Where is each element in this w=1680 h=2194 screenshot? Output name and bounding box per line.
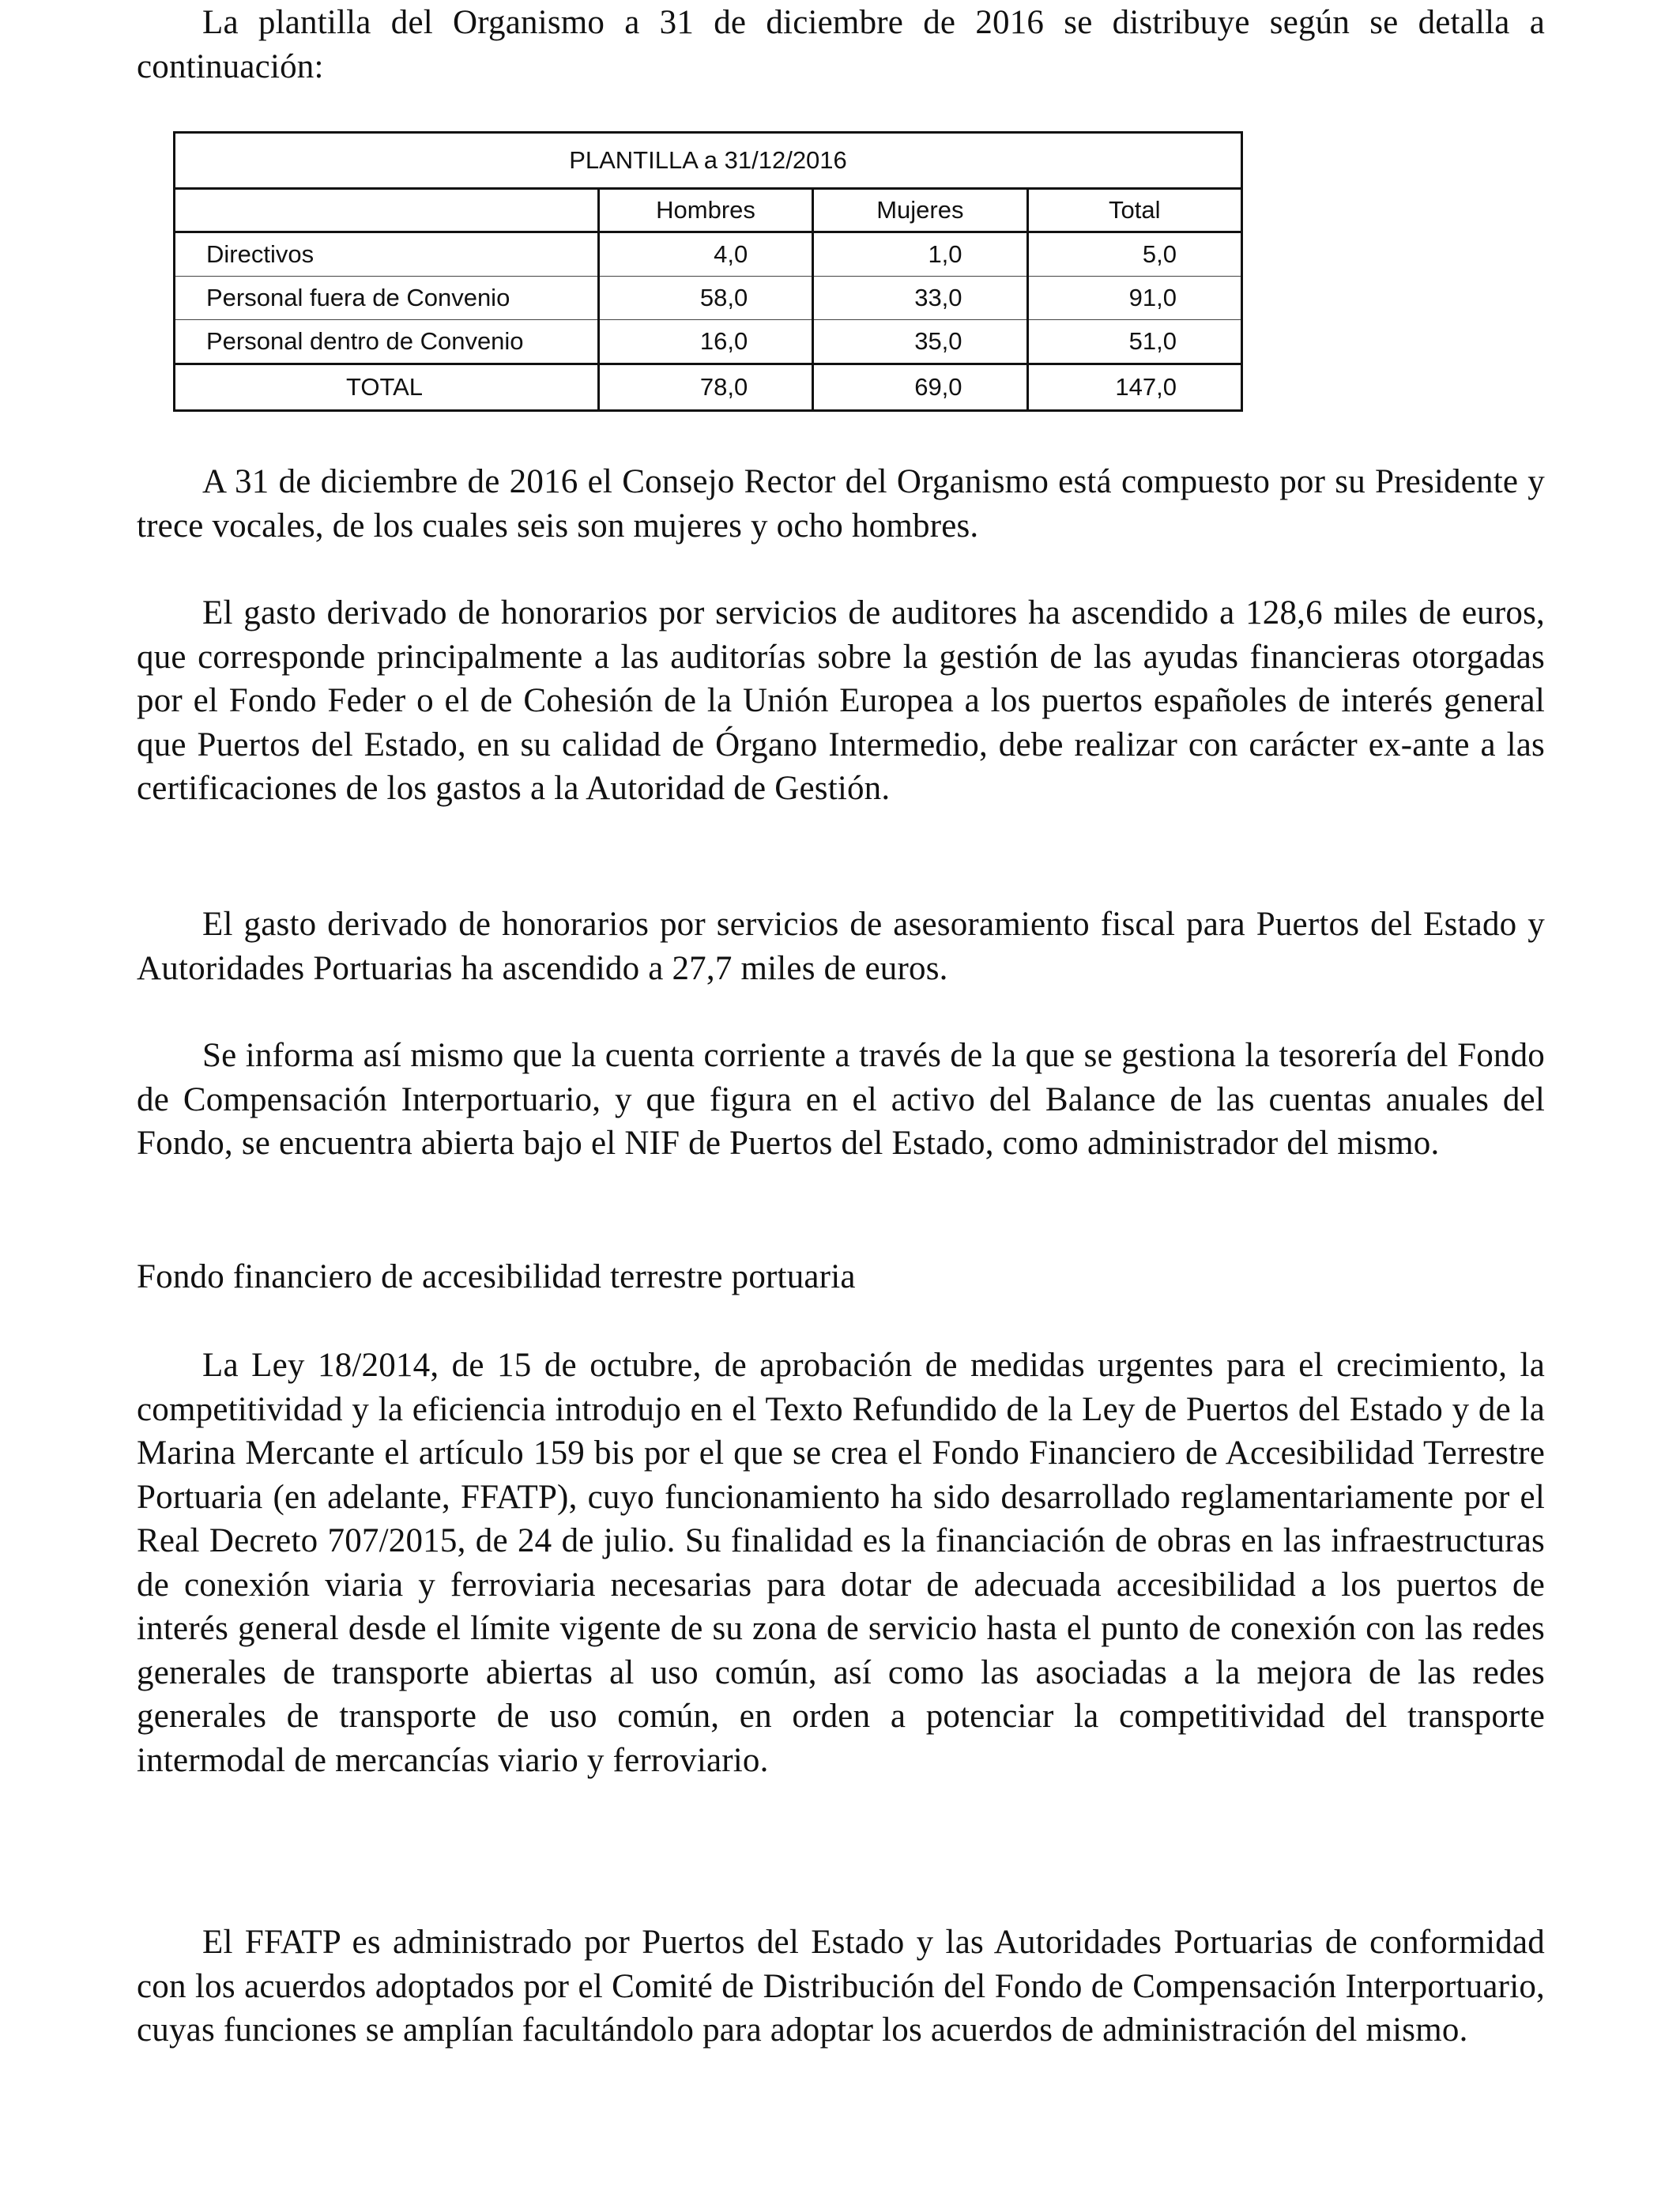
row-label: Personal fuera de Convenio <box>175 277 599 320</box>
table-total-row <box>175 364 1242 411</box>
row-label: Personal dentro de Convenio <box>175 320 599 364</box>
table-title: PLANTILLA a 31/12/2016 <box>175 133 1242 189</box>
paragraph-ffatp: El FFATP es administrado por Puertos del Estado y las Autoridades Portuarias de conformidad con los acuerdos adoptados por el Comité de Distribución del Fondo de Compensación Interportuario, cuyas funciones se amplían facultándolo para adoptar los acuerdos de administración del mismo. <box>137 1924 1545 2049</box>
header-blank <box>175 189 599 232</box>
total-hombres: 78,0 <box>598 364 812 411</box>
total-total: 147,0 <box>1027 364 1241 411</box>
staff-table <box>173 131 1243 412</box>
paragraph-cuenta: Se informa así mismo que la cuenta corriente a través de la que se gestiona la tesorería del Fondo de Compensación Interportuario, y que figura en el activo del Balance de las cuentas anuales del Fondo, se encuentra abierta bajo el NIF de Puertos del Estado, como administrador del mismo. <box>137 1037 1545 1162</box>
header-hombres: Hombres <box>598 189 812 232</box>
cell-total: 51,0 <box>1027 320 1241 364</box>
row-label: Directivos <box>175 232 599 277</box>
header-mujeres: Mujeres <box>813 189 1027 232</box>
paragraph-asesoramiento: El gasto derivado de honorarios por servicios de asesoramiento fiscal para Puertos del Estado y Autoridades Portuarias ha ascendido a 27,7 miles de euros. <box>137 906 1545 987</box>
paragraph-consejo: A 31 de diciembre de 2016 el Consejo Rector del Organismo está compuesto por su Presidente y trece vocales, de los cuales seis son mujeres y ocho hombres. <box>137 463 1545 545</box>
table-row <box>175 232 1242 277</box>
table-row <box>175 277 1242 320</box>
cell-hombres: 58,0 <box>598 277 812 320</box>
table-row <box>175 320 1242 364</box>
cell-mujeres: 35,0 <box>813 320 1027 364</box>
header-total: Total <box>1027 189 1241 232</box>
cell-hombres: 16,0 <box>598 320 812 364</box>
cell-mujeres: 33,0 <box>813 277 1027 320</box>
intro-paragraph: La plantilla del Organismo a 31 de diciembre de 2016 se distribuye según se detalla a continuación: <box>137 4 1545 85</box>
total-mujeres: 69,0 <box>813 364 1027 411</box>
total-label: TOTAL <box>175 364 599 411</box>
cell-total: 91,0 <box>1027 277 1241 320</box>
paragraph-ley: La Ley 18/2014, de 15 de octubre, de aprobación de medidas urgentes para el crecimiento, la competitividad y la eficiencia introdujo en el Texto Refundido de la Ley de Puertos del Estado y de la Marina Mercante el artículo 159 bis por el que se crea el Fondo Financiero de Accesibilidad Terrestre Portuaria (en adelante, FFATP), cuyo funcionamiento ha sido desarrollado reglamentariamente por el Real Decreto 707/2015, de 24 de julio. Su finalidad es la financiación de obras en las infraestructuras de conexión viaria y ferroviaria necesarias para dotar de adecuada accesibilidad a los puertos de interés general desde el límite vigente de su zona de servicio hasta el punto de conexión con las redes generales de transporte abiertas al uso común, así como las asociadas a la mejora de las redes generales de transporte de uso común, en orden a potenciar la competitividad del transporte intermodal de mercancías viario y ferroviario. <box>137 1347 1545 1779</box>
section-heading: Fondo financiero de accesibilidad terrestre portuaria <box>137 1258 856 1295</box>
paragraph-auditores: El gasto derivado de honorarios por servicios de auditores ha ascendido a 128,6 miles de euros, que corresponde principalmente a las auditorías sobre la gestión de las ayudas financieras otorgadas por el Fondo Feder o el de Cohesión de la Unión Europea a los puertos españoles de interés general que Puertos del Estado, en su calidad de Órgano Intermedio, debe realizar con carácter ex-ante a las certificaciones de los gastos a la Autoridad de Gestión. <box>137 594 1545 807</box>
cell-hombres: 4,0 <box>598 232 812 277</box>
cell-total: 5,0 <box>1027 232 1241 277</box>
cell-mujeres: 1,0 <box>813 232 1027 277</box>
